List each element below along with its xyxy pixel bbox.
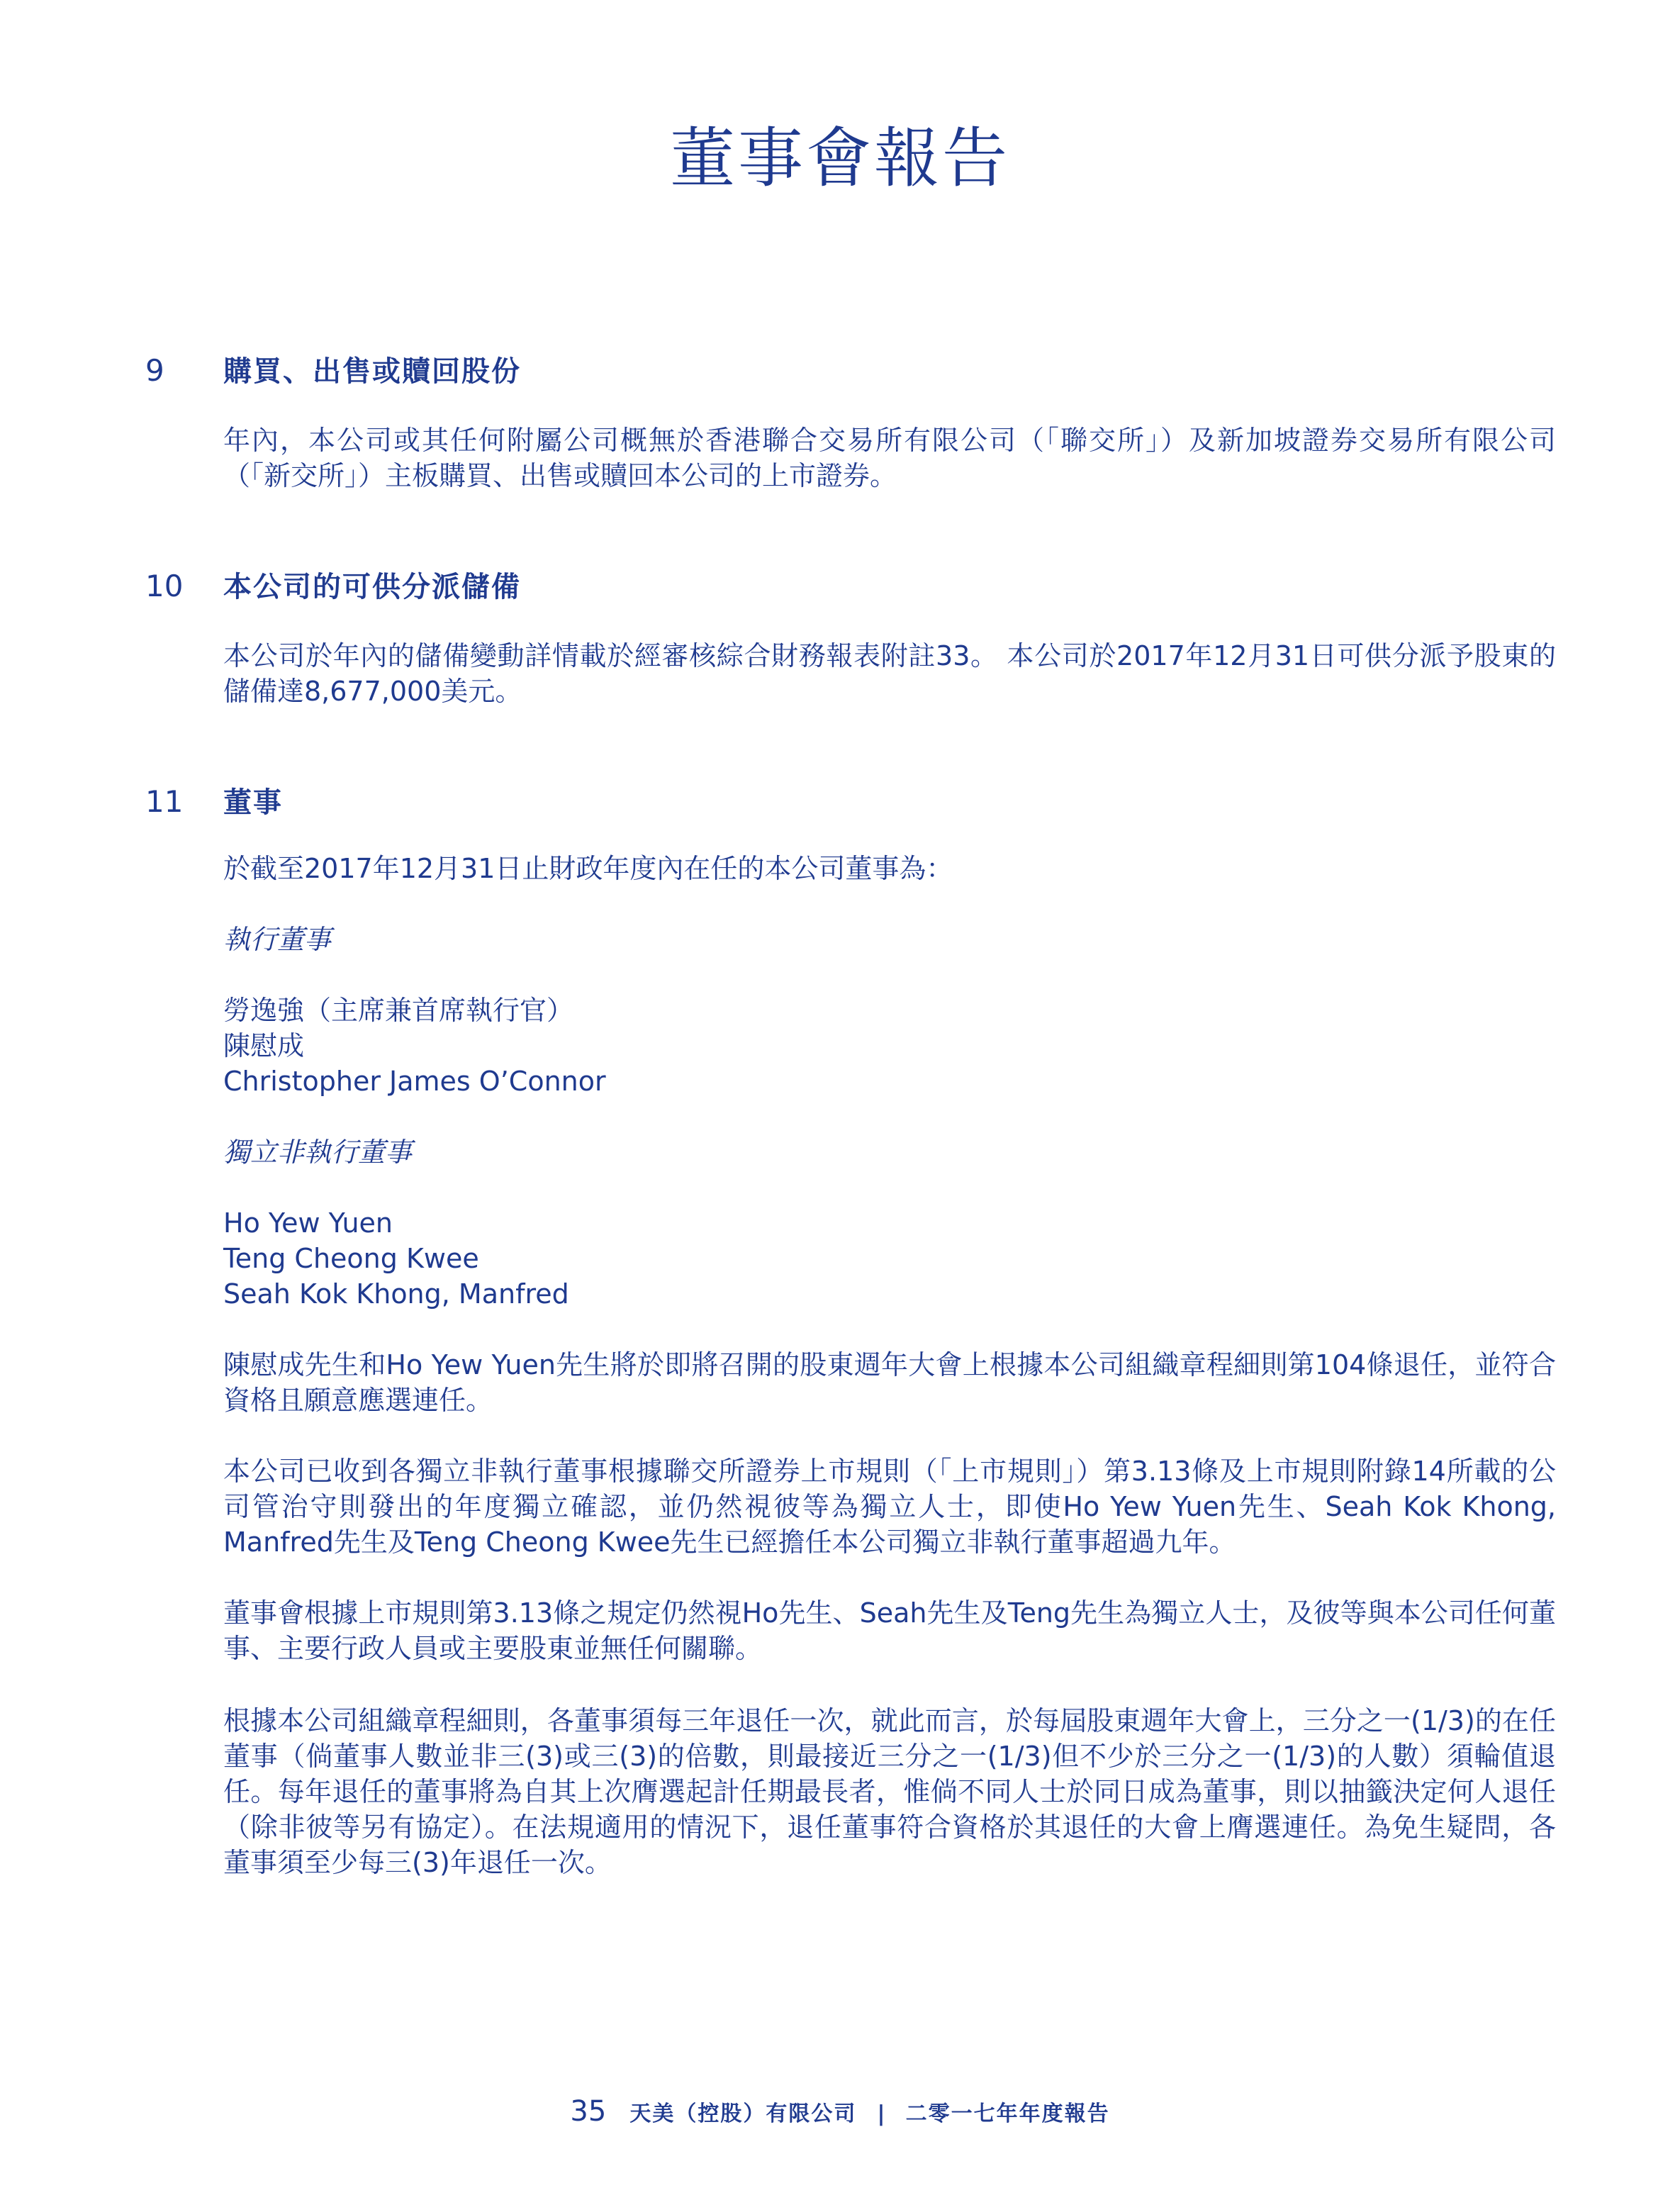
ined-heading [223, 1134, 1556, 1170]
director-name: 陳慰成 [223, 1030, 305, 1061]
director-name: 勞逸強（主席兼首席執行官） [223, 995, 574, 1026]
directors-intro [223, 851, 1556, 886]
independence-view-paragraph [223, 1595, 1556, 1666]
paragraph: 陳慰成先生和Ho Yew Yuen先生將於即將召開的股東週年大會上根據本公司組織章程細則第104條退任，並符合資格且願意應選連任。 [223, 1349, 1556, 1416]
section-number: 9 [145, 353, 164, 388]
page-number: 35 [570, 2095, 607, 2128]
subheading: 執行董事 [223, 924, 332, 955]
section-10-body [223, 638, 1556, 709]
independence-confirmation-paragraph [223, 1453, 1556, 1560]
subheading: 獨立非執行董事 [223, 1137, 413, 1168]
footer-separator: | [877, 2102, 885, 2126]
exec-directors-list [223, 993, 1556, 1099]
paragraph: 根據本公司組織章程細則，各董事須每三年退任一次，就此而言，於每屆股東週年大會上，三分之一(1/3)的在任董事（倘董事人數並非三(3)或三(3)的倍數，則最接近三分之一(1/3)但不少於三分之一(1/3)的人數）須輪值退任。每年退任的董事將為自其上次膺選起計任期最長者，惟倘不同人士於同日成為董事，則以抽籤決定何人退任（除非彼等另有協定）。在法規適用的情況下，退任董事符合資格於其退任的大會上膺選連任。為免生疑問，各董事須至少每三(3)年退任一次。 [223, 1705, 1556, 1878]
rotation-paragraph [223, 1703, 1556, 1880]
section-heading-9 [145, 349, 521, 389]
section-title: 購買、出售或贖回股份 [223, 355, 521, 388]
paragraph: 本公司已收到各獨立非執行董事根據聯交所證券上市規則（「上市規則」）第3.13條及上市規則附錄14所載的公司管治守則發出的年度獨立確認，並仍然視彼等為獨立人士，即使Ho Yew Yuen先生、Seah Kok Khong, Manfred先生及Teng Cheong Kwee先生已經擔任本公司獨立非執行董事超過九年。 [223, 1456, 1556, 1558]
retirement-paragraph [223, 1347, 1556, 1418]
section-heading-10 [145, 564, 521, 605]
paragraph: 年內，本公司或其任何附屬公司概無於香港聯合交易所有限公司（「聯交所」）及新加坡證券交易所有限公司（「新交所」）主板購買、出售或贖回本公司的上市證券。 [223, 425, 1556, 491]
section-title: 本公司的可供分派儲備 [223, 571, 521, 603]
section-9-body [223, 423, 1556, 493]
paragraph: 董事會根據上市規則第3.13條之規定仍然視Ho先生、Seah先生及Teng先生為獨立人士，及彼等與本公司任何董事、主要行政人員或主要股東並無任何關聯。 [223, 1597, 1556, 1664]
director-name: Teng Cheong Kwee [223, 1243, 479, 1274]
footer-report: 二零一七年年度報告 [905, 2102, 1110, 2126]
footer-company: 天美（控股）有限公司 [629, 2102, 857, 2126]
section-heading-11 [145, 780, 283, 820]
director-name: Seah Kok Khong, Manfred [223, 1278, 569, 1310]
exec-directors-heading [223, 922, 1556, 957]
paragraph: 本公司於年內的儲備變動詳情載於經審核綜合財務報表附註33。 本公司於2017年12月31日可供分派予股東的儲備達8,677,000美元。 [223, 640, 1556, 707]
page-footer [0, 2095, 1680, 2128]
page-title: 董事會報告 [669, 121, 1010, 196]
intro-text: 於截至2017年12月31日止財政年度內在任的本公司董事為： [223, 853, 953, 884]
director-name: Ho Yew Yuen [223, 1207, 393, 1239]
section-number: 10 [145, 569, 184, 603]
section-number: 11 [145, 784, 184, 819]
director-name: Christopher James O’Connor [223, 1066, 606, 1097]
section-title: 董事 [223, 786, 283, 819]
ined-directors-list [223, 1205, 1556, 1312]
